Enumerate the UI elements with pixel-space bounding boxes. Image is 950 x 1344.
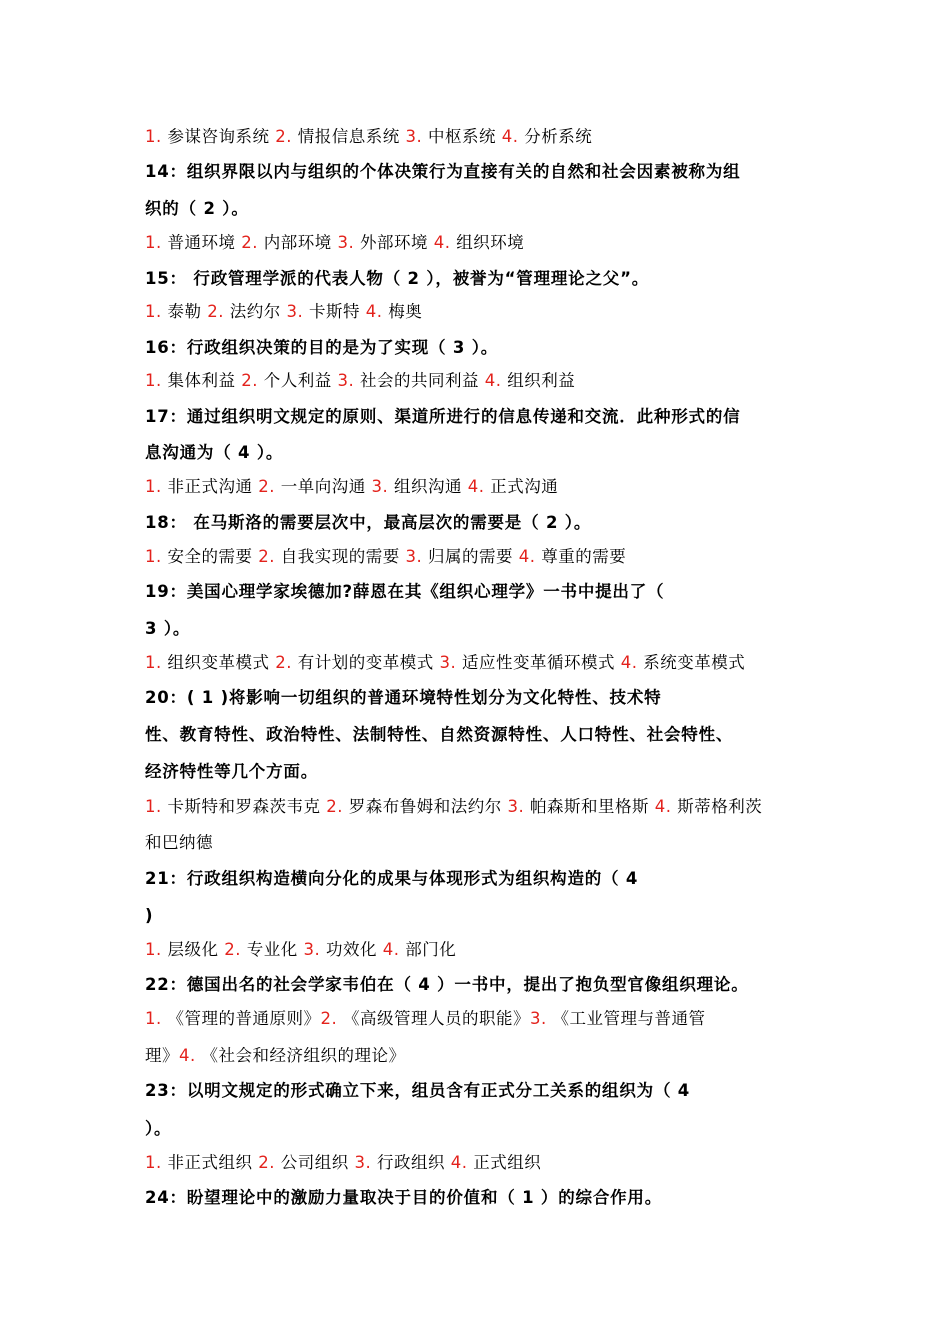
- question-line: [145, 1187, 662, 1209]
- options-line: [145, 301, 422, 323]
- line-text: 集体利益: [167, 371, 236, 390]
- line-text: 正式组织: [473, 1153, 542, 1172]
- options-line: [145, 546, 626, 568]
- line-text: 组织沟通: [393, 477, 462, 496]
- line-text: 梅奥: [388, 302, 423, 321]
- line-text: 3 ）。: [145, 619, 191, 638]
- line-text: 罗森布鲁姆和法约尔: [348, 797, 502, 816]
- option-number: 2.: [269, 653, 298, 672]
- option-number: 1.: [145, 797, 168, 816]
- line-text: 分析系统: [524, 127, 593, 146]
- options-line: [145, 832, 213, 854]
- line-text: 24：盼望理论中的激励力量取决于目的价值和（ 1 ）的综合作用。: [145, 1188, 663, 1207]
- line-text: 性、教育特性、政治特性、法制特性、自然资源特性、人口特性、社会特性、: [145, 725, 734, 744]
- option-number: 1.: [145, 371, 168, 390]
- line-text: 一单向沟通: [280, 477, 366, 496]
- line-text: 组织利益: [507, 371, 576, 390]
- question-line: [145, 268, 649, 290]
- line-text: 适应性变革循环模式: [461, 653, 615, 672]
- question-line: [145, 1080, 690, 1102]
- option-number: 1.: [145, 940, 168, 959]
- option-number: 2.: [320, 1009, 343, 1028]
- options-line: [145, 476, 558, 498]
- option-number: 4.: [444, 1153, 474, 1172]
- option-number: 1.: [145, 653, 168, 672]
- option-number: 3.: [501, 797, 530, 816]
- option-number: 1.: [145, 1153, 168, 1172]
- option-number: 3.: [331, 233, 360, 252]
- line-text: 内部环境: [263, 233, 332, 252]
- line-text: 非正式组织: [167, 1153, 253, 1172]
- option-number: 1.: [145, 477, 168, 496]
- options-line: [145, 1045, 406, 1067]
- option-number: 4.: [179, 1046, 202, 1065]
- option-number: 3.: [530, 1009, 553, 1028]
- option-number: 3.: [331, 371, 360, 390]
- line-text: 中枢系统: [427, 127, 496, 146]
- line-text: 《管理的普通原则》: [167, 1009, 321, 1028]
- question-line: [145, 198, 249, 220]
- question-line: [145, 905, 153, 927]
- question-line: [145, 1118, 171, 1140]
- options-line: [145, 939, 456, 961]
- line-text: 21：行政组织构造横向分化的成果与体现形式为组织构造的（ 4: [145, 869, 639, 888]
- line-text: 系统变革模式: [643, 653, 746, 672]
- line-text: 14：组织界限以内与组织的个体决策行为直接有关的自然和社会因素被称为组: [145, 162, 741, 181]
- option-number: 1.: [145, 547, 168, 566]
- line-text: 外部环境: [359, 233, 428, 252]
- option-number: 4.: [478, 371, 508, 390]
- option-number: 4.: [376, 940, 406, 959]
- line-text: 社会的共同利益: [359, 371, 479, 390]
- options-line: [145, 796, 762, 818]
- option-number: 4.: [648, 797, 678, 816]
- line-text: 帕森斯和里格斯: [529, 797, 649, 816]
- option-number: 4.: [427, 233, 457, 252]
- options-line: [145, 1008, 706, 1030]
- option-number: 2.: [252, 547, 281, 566]
- option-number: 2.: [235, 233, 264, 252]
- line-text: 法约尔: [229, 302, 281, 321]
- line-text: 个人利益: [263, 371, 332, 390]
- option-number: 4.: [512, 547, 542, 566]
- line-text: 《工业管理与普通管: [552, 1009, 706, 1028]
- option-number: 3.: [399, 127, 428, 146]
- option-number: 4.: [461, 477, 491, 496]
- line-text: 15： 行政管理学派的代表人物（ 2 ），被誉为“管理理论之父”。: [145, 269, 650, 288]
- option-number: 1.: [145, 127, 168, 146]
- line-text: 情报信息系统: [297, 127, 400, 146]
- question-line: [145, 687, 661, 709]
- line-text: 《社会和经济组织的理论》: [201, 1046, 406, 1065]
- line-text: 自我实现的需要: [280, 547, 400, 566]
- line-text: 息沟通为（ 4 ）。: [145, 443, 284, 462]
- question-line: [145, 618, 190, 640]
- option-number: 2.: [201, 302, 230, 321]
- line-text: 泰勒: [167, 302, 202, 321]
- line-text: 部门化: [405, 940, 457, 959]
- option-number: 2.: [269, 127, 298, 146]
- line-text: 理》: [145, 1046, 179, 1065]
- option-number: 4.: [495, 127, 525, 146]
- question-line: [145, 512, 591, 534]
- question-line: [145, 442, 283, 464]
- question-line: [145, 974, 749, 996]
- question-line: [145, 724, 733, 746]
- line-text: ): [145, 906, 154, 925]
- option-number: 2.: [252, 1153, 281, 1172]
- line-text: 公司组织: [280, 1153, 349, 1172]
- line-text: 《高级管理人员的职能》: [343, 1009, 530, 1028]
- line-text: 普通环境: [167, 233, 236, 252]
- option-number: 2.: [252, 477, 281, 496]
- line-text: 安全的需要: [167, 547, 253, 566]
- line-text: 23：以明文规定的形式确立下来，组员含有正式分工关系的组织为（ 4: [145, 1081, 691, 1100]
- line-text: 组织变革模式: [167, 653, 270, 672]
- line-text: 18： 在马斯洛的需要层次中，最高层次的需要是（ 2 ）。: [145, 513, 592, 532]
- question-line: [145, 868, 638, 890]
- line-text: 卡斯特和罗森茨韦克: [167, 797, 321, 816]
- option-number: 3.: [365, 477, 394, 496]
- line-text: 层级化: [167, 940, 219, 959]
- line-text: 17：通过组织明文规定的原则、渠道所进行的信息传递和交流．此种形式的信: [145, 407, 741, 426]
- line-text: 专业化: [246, 940, 298, 959]
- line-text: 经济特性等几个方面。: [145, 762, 318, 781]
- line-text: 斯蒂格利茨: [677, 797, 763, 816]
- line-text: 正式沟通: [490, 477, 559, 496]
- option-number: 3.: [348, 1153, 377, 1172]
- option-number: 3.: [399, 547, 428, 566]
- line-text: 组织环境: [456, 233, 525, 252]
- line-text: 有计划的变革模式: [297, 653, 434, 672]
- option-number: 1.: [145, 1009, 168, 1028]
- line-text: 参谋咨询系统: [167, 127, 270, 146]
- line-text: 织的（ 2 ）。: [145, 199, 249, 218]
- line-text: 行政组织: [376, 1153, 445, 1172]
- line-text: 功效化: [325, 940, 377, 959]
- line-text: 20：( 1 )将影响一切组织的普通环境特性划分为文化特性、技术特: [145, 688, 662, 707]
- question-line: [145, 761, 318, 783]
- question-line: [145, 581, 664, 603]
- line-text: 19：美国心理学家埃德加?薛恩在其《组织心理学》一书中提出了（: [145, 582, 665, 601]
- option-number: 2.: [235, 371, 264, 390]
- line-text: 归属的需要: [427, 547, 513, 566]
- option-number: 2.: [320, 797, 349, 816]
- option-number: 3.: [433, 653, 462, 672]
- option-number: 4.: [359, 302, 389, 321]
- option-number: 4.: [614, 653, 644, 672]
- line-text: 尊重的需要: [541, 547, 627, 566]
- option-number: 2.: [218, 940, 247, 959]
- line-text: 非正式沟通: [167, 477, 253, 496]
- question-line: [145, 161, 740, 183]
- line-text: ）。: [145, 1119, 172, 1138]
- options-line: [145, 1152, 541, 1174]
- options-line: [145, 370, 575, 392]
- option-number: 1.: [145, 233, 168, 252]
- question-line: [145, 406, 740, 428]
- options-line: [145, 652, 745, 674]
- line-text: 16：行政组织决策的目的是为了实现（ 3 ）。: [145, 338, 499, 357]
- question-line: [145, 337, 498, 359]
- options-line: [145, 126, 592, 148]
- line-text: 22：德国出名的社会学家韦伯在（ 4 ）一书中，提出了抱负型官像组织理论。: [145, 975, 749, 994]
- options-line: [145, 232, 524, 254]
- option-number: 3.: [297, 940, 326, 959]
- option-number: 1.: [145, 302, 168, 321]
- option-number: 3.: [280, 302, 309, 321]
- line-text: 卡斯特: [308, 302, 360, 321]
- line-text: 和巴纳德: [145, 833, 213, 852]
